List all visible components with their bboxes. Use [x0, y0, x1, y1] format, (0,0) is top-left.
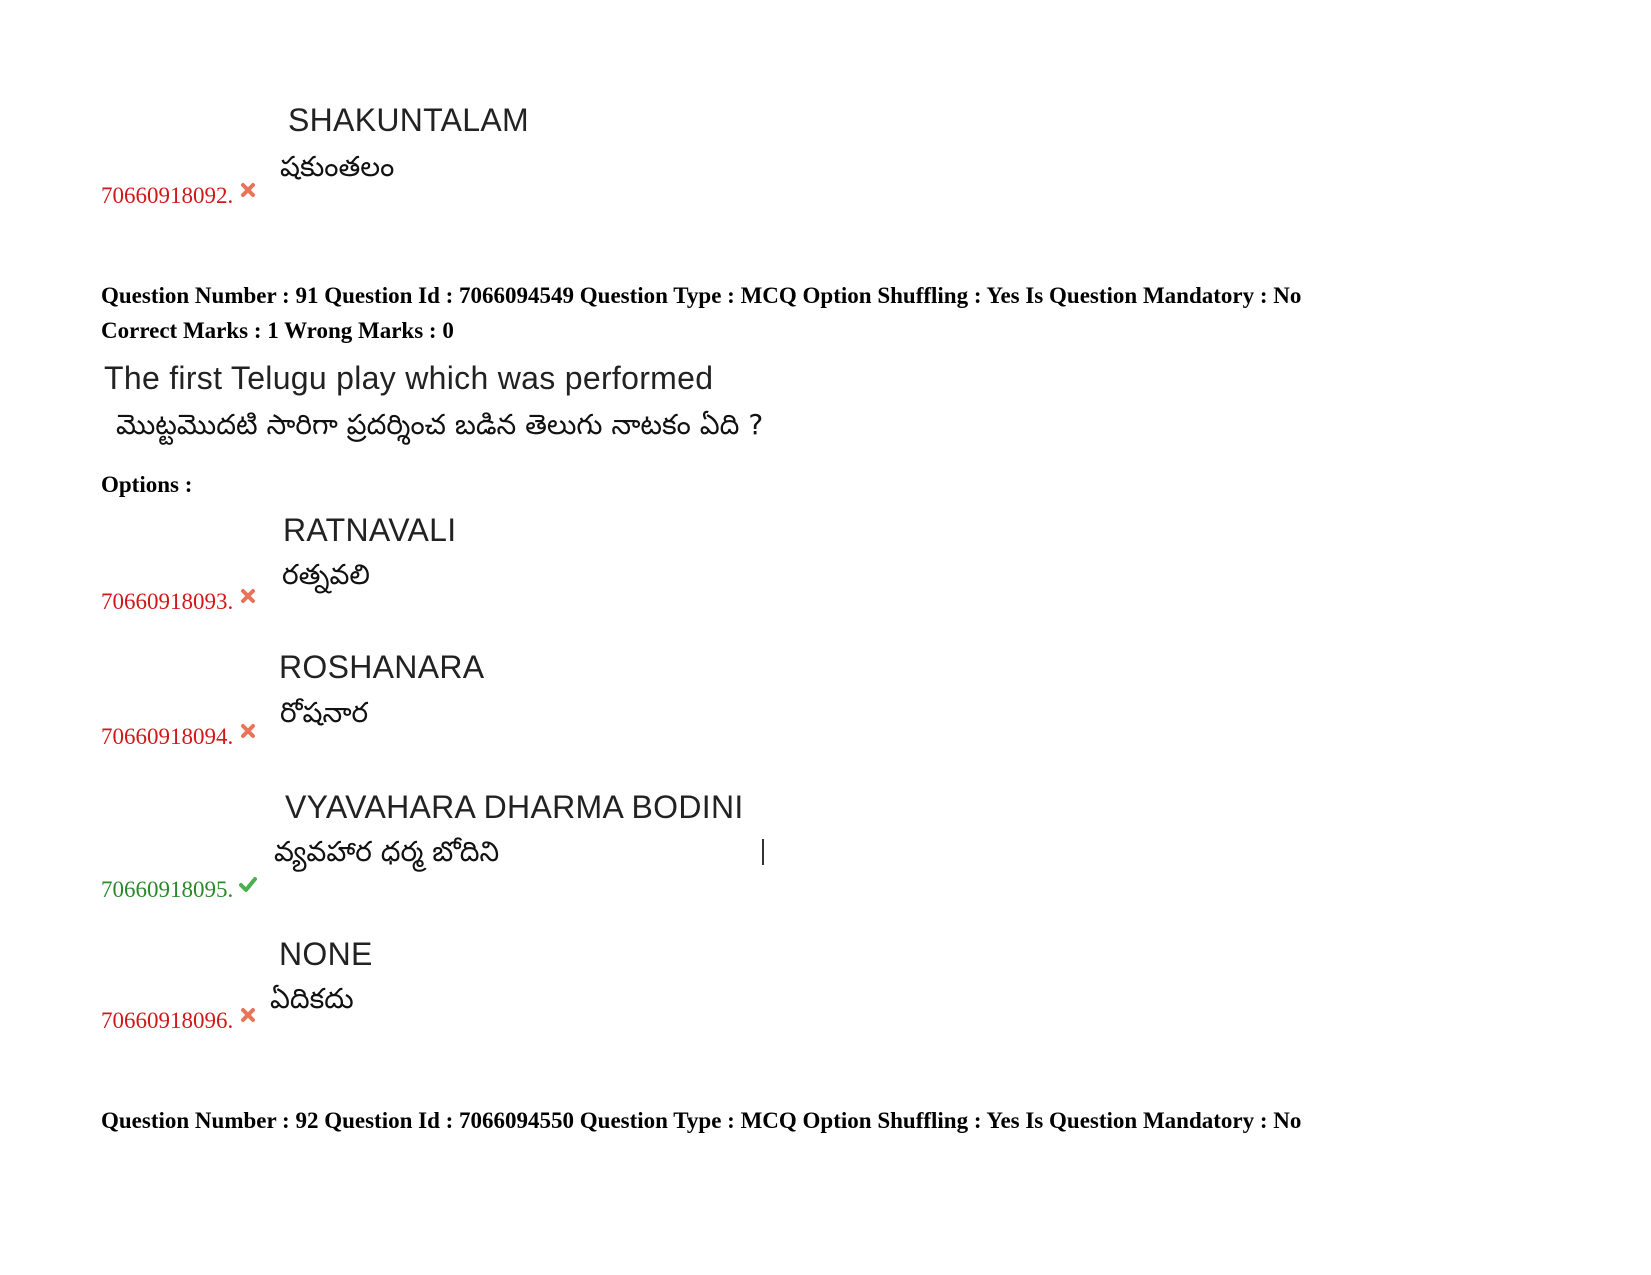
option-id: [101, 587, 257, 615]
question-meta-line2: Correct Marks : 1 Wrong Marks : 0: [101, 318, 454, 343]
option-image-text-te: ఏదికదు: [270, 982, 354, 1015]
option-id: [101, 722, 257, 750]
option-image-text-en: SHAKUNTALAM: [288, 102, 529, 138]
cross-icon: [239, 722, 257, 740]
next-question-meta: Question Number : 92 Question Id : 7066094550 Question Type : MCQ Option Shuffling : Yes Is Question Mandatory : No: [101, 1108, 1302, 1133]
question-text-en: The first Telugu play which was performed: [104, 360, 714, 396]
text-cursor: [762, 839, 764, 865]
option-image-text-te: షకుంతలం: [280, 150, 395, 183]
option-image-text-en: RATNAVALI: [283, 512, 457, 548]
option-id-label: 70660918092.: [101, 183, 234, 208]
options-label: Options :: [101, 472, 193, 497]
option-id: [101, 875, 257, 903]
option-id-label: 70660918095.: [101, 877, 234, 902]
cross-icon: [239, 181, 257, 199]
option-id: [101, 181, 257, 209]
option-image-text-en: ROSHANARA: [279, 649, 485, 685]
question-meta: [101, 278, 1301, 348]
cross-icon: [239, 1006, 257, 1024]
option-id: [101, 1006, 257, 1034]
option-image-text-te: రత్నవలి: [282, 558, 370, 591]
option-id-label: 70660918094.: [101, 724, 234, 749]
cross-icon: [239, 587, 257, 605]
check-icon: [239, 875, 257, 893]
option-image-text-te: రోషనార: [280, 696, 369, 729]
question-text-te: మొట్టమొదటి సారిగా ప్రదర్శించ బడిన తెలుగు నాటకం ఏది ?: [116, 408, 764, 441]
option-id-label: 70660918096.: [101, 1008, 234, 1033]
question-meta-line1: Question Number : 91 Question Id : 7066094549 Question Type : MCQ Option Shuffling : Yes Is Question Mandatory : No: [101, 283, 1302, 308]
option-image-text-te: వ్యవహార ధర్మ బోదిని: [274, 835, 500, 868]
option-image-text-en: VYAVAHARA DHARMA BODINI: [285, 789, 744, 825]
option-image-text-en: NONE: [279, 936, 373, 972]
option-id-label: 70660918093.: [101, 589, 234, 614]
